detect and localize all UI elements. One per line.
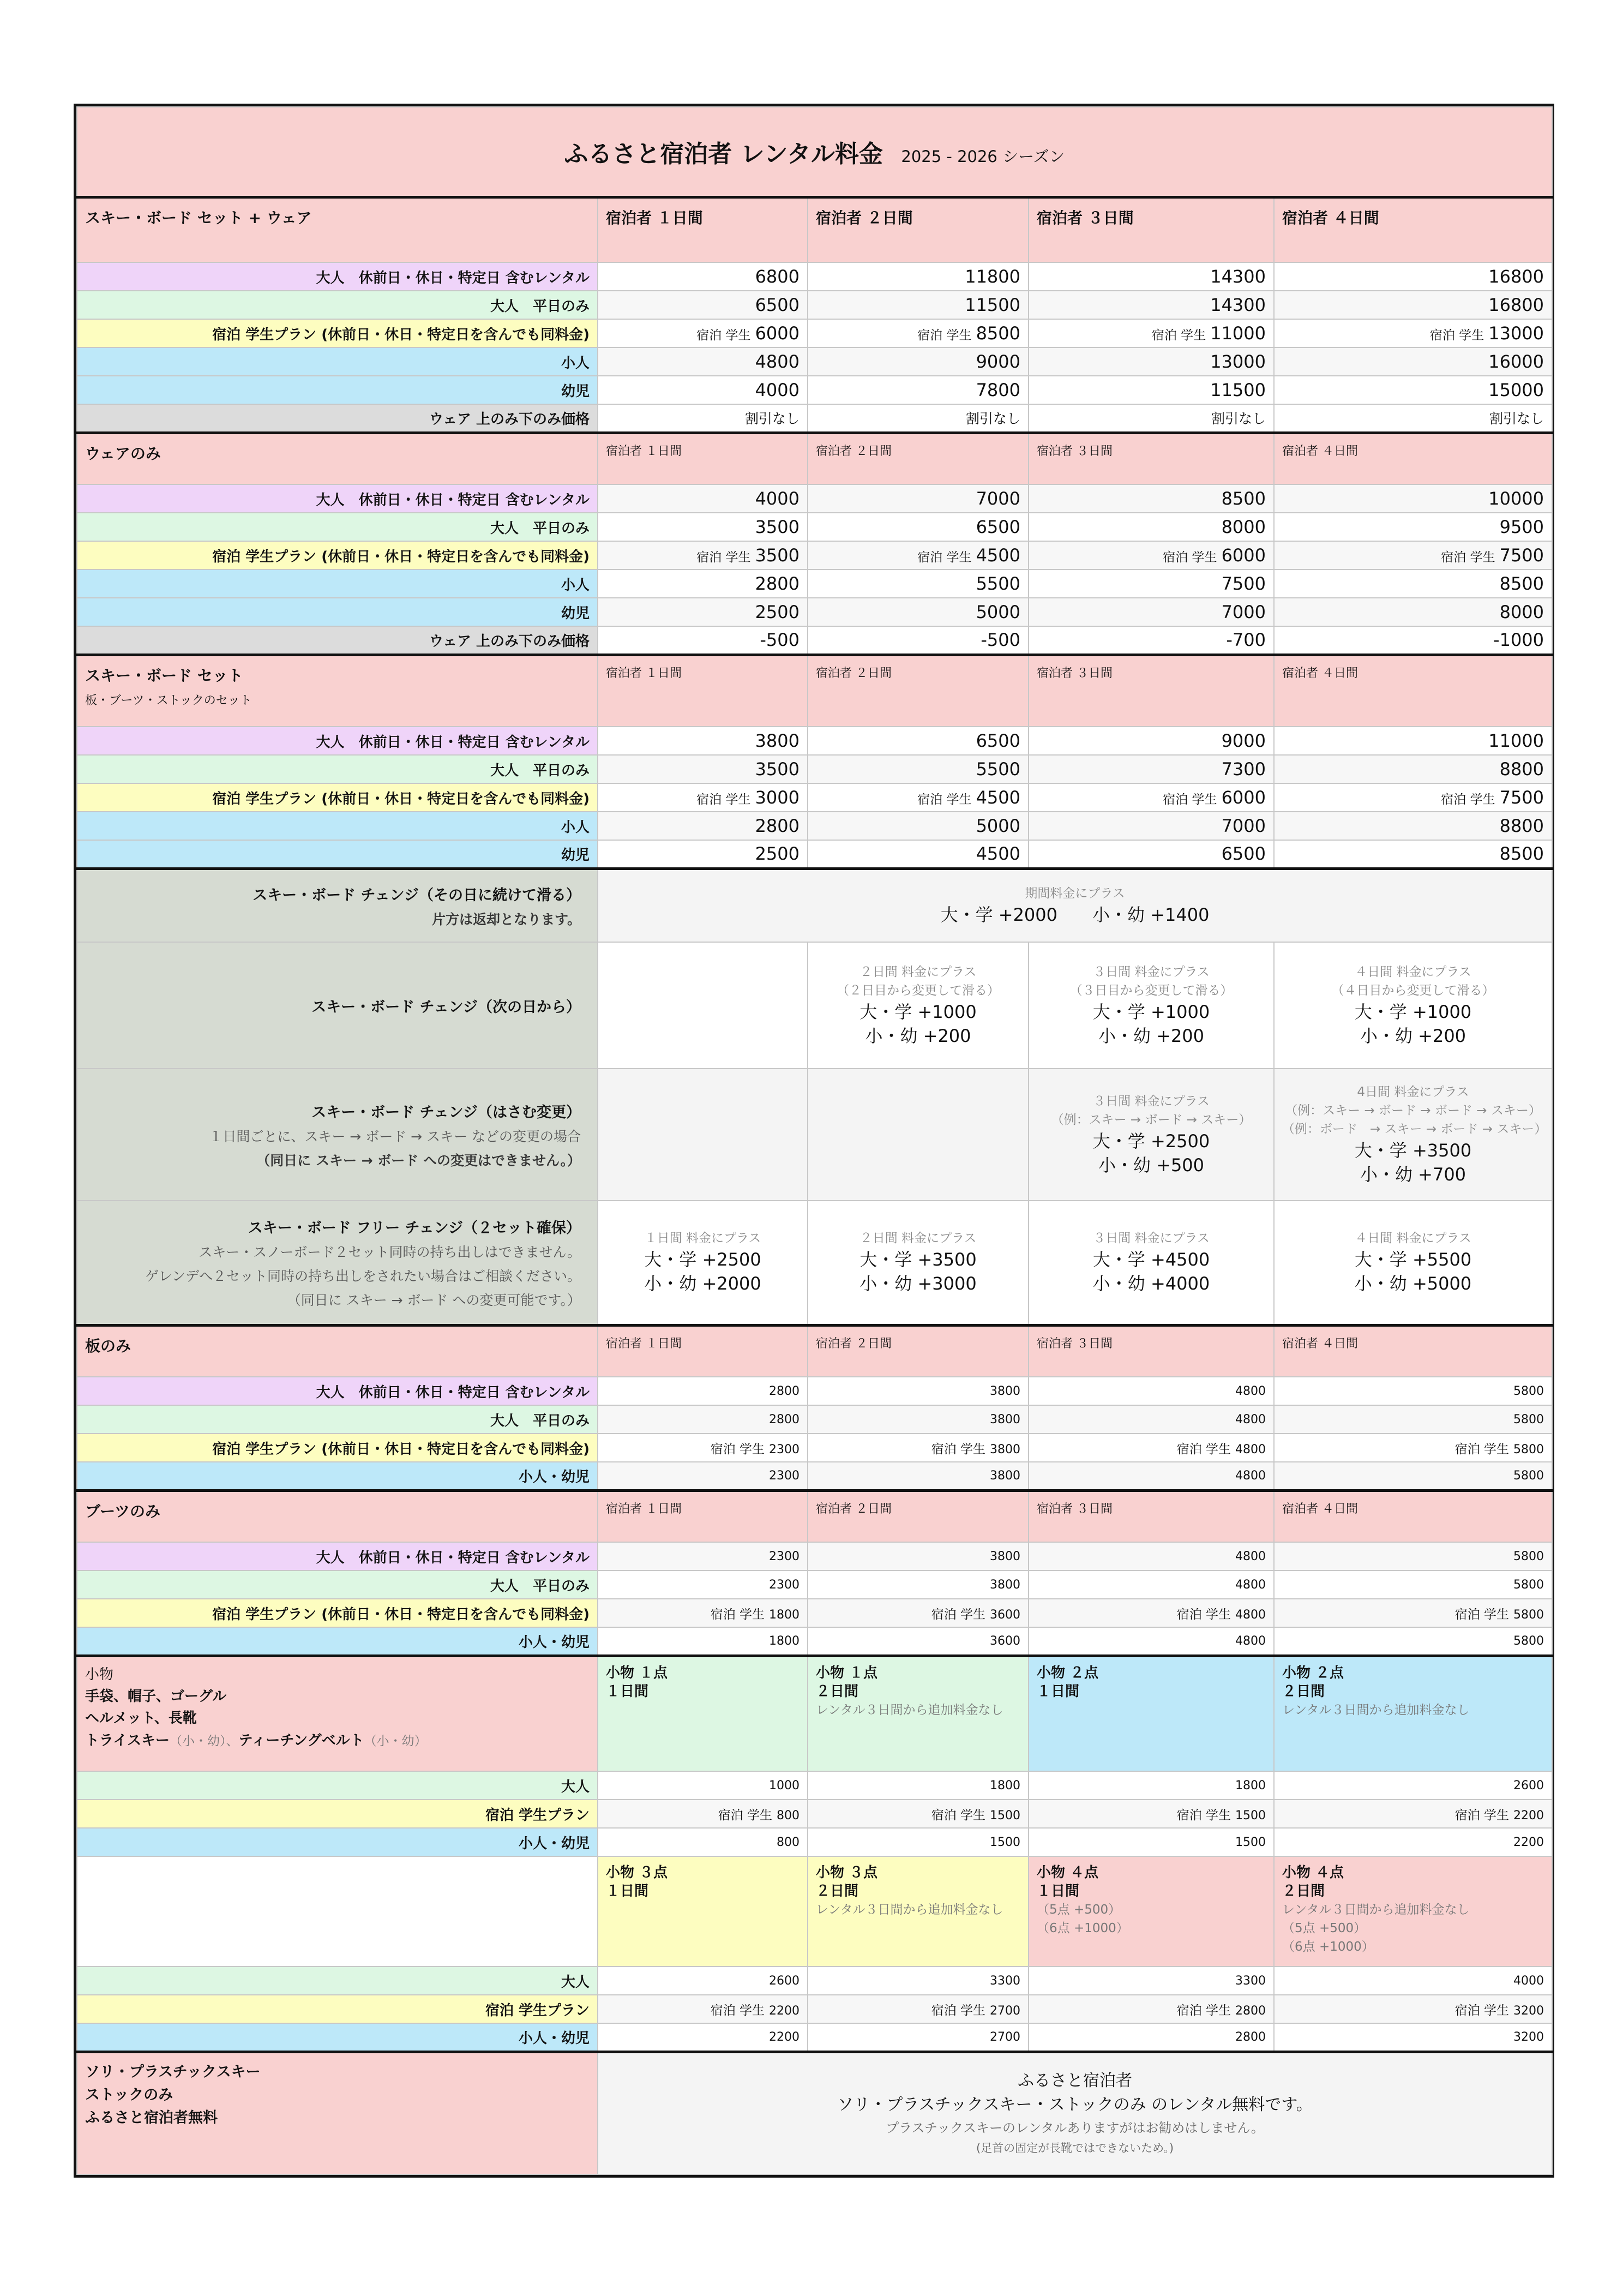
table-row	[77, 1967, 1552, 1995]
price-cell: 14300	[1029, 262, 1274, 291]
price-cell: 16800	[1274, 262, 1552, 291]
price-cell: 1800	[1029, 1771, 1274, 1800]
price-cell: 9000	[808, 347, 1029, 376]
table-row	[77, 1828, 1552, 1856]
change-price-cell: 期間料金にプラス 大・学 +2000 小・幼 +1400	[598, 868, 1552, 942]
price-cell: 宿泊 学生 1500	[1029, 1800, 1274, 1828]
table-row	[77, 1800, 1552, 1828]
price-cell: 11500	[1029, 376, 1274, 404]
row-label: 幼児	[77, 376, 598, 404]
price-cell: 3600	[808, 1627, 1029, 1656]
price-cell: 5800	[1274, 1570, 1552, 1599]
price-cell: 6500	[808, 513, 1029, 541]
price-cell: 2800	[598, 1405, 808, 1434]
small-items-header-cell: 小物 ２点 １日間	[1029, 1656, 1274, 1771]
table-row	[77, 1434, 1552, 1462]
row-label: 大人 平日のみ	[77, 513, 598, 541]
table-row	[77, 1771, 1552, 1800]
price-cell: 宿泊 学生 3500	[598, 541, 808, 569]
row-label: 小人	[77, 569, 598, 598]
change-same-day-row	[77, 868, 1552, 942]
table-row	[77, 376, 1552, 404]
price-cell: 宿泊 学生 3600	[808, 1599, 1029, 1627]
price-cell: 8800	[1274, 755, 1552, 783]
price-cell: 14300	[1029, 291, 1274, 319]
price-cell: 宿泊 学生 5800	[1274, 1599, 1552, 1627]
table-row	[77, 569, 1552, 598]
change-price-cell: ３日間 料金にプラス （例：スキー → ボード → スキー） 大・学 +2500 小・幼 +500	[1029, 1069, 1274, 1201]
section-label: スキー・ボード セット + ウェア	[77, 197, 598, 262]
price-cell: 宿泊 学生 1800	[598, 1599, 808, 1627]
table-row	[77, 1462, 1552, 1490]
day-header: 宿泊者 ３日間	[1029, 1325, 1274, 1377]
price-cell: 1800	[808, 1771, 1029, 1800]
price-cell: 2600	[598, 1967, 808, 1995]
price-cell: 4800	[1029, 1542, 1274, 1570]
price-cell: 11800	[808, 262, 1029, 291]
price-cell: 2300	[598, 1462, 808, 1490]
price-cell: 8500	[1274, 569, 1552, 598]
price-cell: 6500	[1029, 840, 1274, 868]
row-label: ウェア 上のみ下のみ価格	[77, 404, 598, 433]
price-cell: 6500	[598, 291, 808, 319]
price-cell: 5500	[808, 569, 1029, 598]
price-cell: 宿泊 学生 800	[598, 1800, 808, 1828]
price-cell: 13000	[1029, 347, 1274, 376]
day-header: 宿泊者 ２日間	[808, 655, 1029, 727]
price-cell: 3800	[598, 727, 808, 755]
price-cell: 4500	[808, 840, 1029, 868]
row-label: 大人 平日のみ	[77, 291, 598, 319]
free-rental-row	[77, 2052, 1552, 2174]
table-row	[77, 1542, 1552, 1570]
section-header-wear-only	[77, 433, 1552, 484]
title-main: ふるさと宿泊者 レンタル料金	[564, 140, 883, 168]
table-row	[77, 1627, 1552, 1656]
table-row	[77, 783, 1552, 812]
price-cell: 3300	[1029, 1967, 1274, 1995]
price-cell: 4000	[1274, 1967, 1552, 1995]
day-header: 宿泊者 １日間	[598, 1325, 808, 1377]
price-cell: 宿泊 学生 3200	[1274, 1995, 1552, 2023]
price-cell: 4000	[598, 376, 808, 404]
price-cell: 2500	[598, 598, 808, 626]
change-price-cell: ３日間 料金にプラス 大・学 +4500 小・幼 +4000	[1029, 1201, 1274, 1325]
price-cell: 宿泊 学生 3000	[598, 783, 808, 812]
price-cell: 2200	[1274, 1828, 1552, 1856]
row-label: 小人・幼児	[77, 1462, 598, 1490]
price-cell: 5800	[1274, 1542, 1552, 1570]
small-items-label: 小物 手袋、帽子、ゴーグル ヘルメット、長靴 トライスキー（小・幼）、ティーチングベルト（小・幼）	[77, 1656, 598, 1771]
section-label: スキー・ボード セット 板・ブーツ・ストックのセット	[77, 655, 598, 727]
price-cell: 宿泊 学生 2700	[808, 1995, 1029, 2023]
price-cell: 2800	[598, 569, 808, 598]
table-row	[77, 812, 1552, 840]
price-table	[76, 106, 1553, 2175]
row-label: 大人 平日のみ	[77, 1570, 598, 1599]
price-cell: 3800	[808, 1542, 1029, 1570]
price-cell: 宿泊 学生 6000	[598, 319, 808, 347]
price-cell: 2300	[598, 1542, 808, 1570]
price-cell: 4800	[1029, 1405, 1274, 1434]
price-cell: 8000	[1029, 513, 1274, 541]
change-price-cell: ２日間 料金にプラス 大・学 +3500 小・幼 +3000	[808, 1201, 1029, 1325]
row-label: 大人 休前日・休日・特定日 含むレンタル	[77, 1377, 598, 1405]
small-items-label-empty	[77, 1856, 598, 1967]
price-cell: 2800	[1029, 2023, 1274, 2052]
row-label: 宿泊 学生プラン (休前日・休日・特定日を含んでも同料金)	[77, 541, 598, 569]
price-cell: -1000	[1274, 626, 1552, 655]
row-label: 大人	[77, 1967, 598, 1995]
sheet-title	[77, 107, 1552, 197]
price-cell: 11500	[808, 291, 1029, 319]
small-items-header-2	[77, 1856, 1552, 1967]
row-label: 宿泊 学生プラン (休前日・休日・特定日を含んでも同料金)	[77, 783, 598, 812]
price-cell: 2200	[598, 2023, 808, 2052]
table-row	[77, 262, 1552, 291]
price-cell: 2700	[808, 2023, 1029, 2052]
price-cell: 2500	[598, 840, 808, 868]
price-cell: 8800	[1274, 812, 1552, 840]
price-cell: -700	[1029, 626, 1274, 655]
table-row	[77, 598, 1552, 626]
section-header-set	[77, 655, 1552, 727]
price-cell: 3800	[808, 1377, 1029, 1405]
price-cell: 1500	[808, 1828, 1029, 1856]
change-free-row	[77, 1201, 1552, 1325]
price-cell: 宿泊 学生 4500	[808, 783, 1029, 812]
price-cell: 7800	[808, 376, 1029, 404]
price-cell: 7000	[808, 484, 1029, 513]
change-next-day-row	[77, 942, 1552, 1069]
price-cell: 宿泊 学生 7500	[1274, 783, 1552, 812]
price-cell: 9000	[1029, 727, 1274, 755]
price-cell: 宿泊 学生 2200	[1274, 1800, 1552, 1828]
row-label: 大人 平日のみ	[77, 1405, 598, 1434]
section-header-set-wear	[77, 197, 1552, 262]
row-label: 大人 平日のみ	[77, 755, 598, 783]
price-cell: 3500	[598, 755, 808, 783]
change-label: スキー・ボード フリー チェンジ（２セット確保） スキー・スノーボード２セット同時の持ち出しはできません。 ゲレンデへ２セット同時の持ち出しをされたい場合はご相談ください。 （同日に スキー → ボード への変更可能です。）	[77, 1201, 598, 1325]
price-cell: 宿泊 学生 11000	[1029, 319, 1274, 347]
price-cell: 3800	[808, 1570, 1029, 1599]
table-row	[77, 626, 1552, 655]
day-header: 宿泊者 ２日間	[808, 1490, 1029, 1542]
price-cell: 割引なし	[1029, 404, 1274, 433]
row-label: ウェア 上のみ下のみ価格	[77, 626, 598, 655]
price-cell: 6500	[808, 727, 1029, 755]
row-label: 宿泊 学生プラン (休前日・休日・特定日を含んでも同料金)	[77, 319, 598, 347]
price-cell: 7000	[1029, 598, 1274, 626]
day-header: 宿泊者 ４日間	[1274, 197, 1552, 262]
small-items-header-cell: 小物 ２点 ２日間 レンタル３日間から追加料金なし	[1274, 1656, 1552, 1771]
price-cell: 4800	[598, 347, 808, 376]
change-label: スキー・ボード チェンジ（はさむ変更） １日間ごとに、スキー → ボード → スキー などの変更の場合 （同日に スキー → ボード への変更はできません。）	[77, 1069, 598, 1201]
price-cell: 2300	[598, 1570, 808, 1599]
change-price-cell-empty	[598, 942, 808, 1069]
price-cell: 15000	[1274, 376, 1552, 404]
row-label: 小人	[77, 347, 598, 376]
table-row	[77, 404, 1552, 433]
price-cell: 宿泊 学生 4800	[1029, 1434, 1274, 1462]
price-cell: 1800	[598, 1627, 808, 1656]
price-cell: 2800	[598, 812, 808, 840]
day-header: 宿泊者 ３日間	[1029, 1490, 1274, 1542]
day-header: 宿泊者 ３日間	[1029, 655, 1274, 727]
price-cell: 5500	[808, 755, 1029, 783]
table-row	[77, 1405, 1552, 1434]
small-items-header-cell: 小物 １点 ２日間 レンタル３日間から追加料金なし	[808, 1656, 1029, 1771]
row-label: 小人・幼児	[77, 1627, 598, 1656]
price-cell: 3800	[808, 1462, 1029, 1490]
day-header: 宿泊者 ２日間	[808, 433, 1029, 484]
change-label: スキー・ボード チェンジ（次の日から）	[77, 942, 598, 1069]
price-cell: 4800	[1029, 1570, 1274, 1599]
change-price-cell: ４日間 料金にプラス （４日目から変更して滑る） 大・学 +1000 小・幼 +200	[1274, 942, 1552, 1069]
row-label: 宿泊 学生プラン (休前日・休日・特定日を含んでも同料金)	[77, 1599, 598, 1627]
small-items-header-cell: 小物 ４点 ２日間 レンタル３日間から追加料金なし （5点 +500） （6点 +1000）	[1274, 1856, 1552, 1967]
price-cell: 宿泊 学生 3800	[808, 1434, 1029, 1462]
row-label: 大人 休前日・休日・特定日 含むレンタル	[77, 262, 598, 291]
price-cell: 割引なし	[808, 404, 1029, 433]
row-label: 大人 休前日・休日・特定日 含むレンタル	[77, 1542, 598, 1570]
change-price-cell-empty	[598, 1069, 808, 1201]
day-header: 宿泊者 ４日間	[1274, 433, 1552, 484]
price-cell: 4800	[1029, 1627, 1274, 1656]
price-cell: 8500	[1029, 484, 1274, 513]
small-items-header-1	[77, 1656, 1552, 1771]
section-label: 板のみ	[77, 1325, 598, 1377]
price-cell: 5800	[1274, 1377, 1552, 1405]
row-label: 大人 休前日・休日・特定日 含むレンタル	[77, 484, 598, 513]
table-row	[77, 291, 1552, 319]
row-label: 小人	[77, 812, 598, 840]
table-row	[77, 727, 1552, 755]
row-label: 宿泊 学生プラン	[77, 1995, 598, 2023]
row-label: 小人・幼児	[77, 1828, 598, 1856]
day-header: 宿泊者 １日間	[598, 1490, 808, 1542]
change-price-cell: ４日間 料金にプラス 大・学 +5500 小・幼 +5000	[1274, 1201, 1552, 1325]
day-header: 宿泊者 １日間	[598, 433, 808, 484]
row-label: 宿泊 学生プラン	[77, 1800, 598, 1828]
price-cell: 割引なし	[1274, 404, 1552, 433]
table-row	[77, 2023, 1552, 2052]
day-header: 宿泊者 ４日間	[1274, 655, 1552, 727]
price-cell: 4800	[1029, 1377, 1274, 1405]
table-row	[77, 1599, 1552, 1627]
price-cell: 1500	[1029, 1828, 1274, 1856]
price-cell: 3500	[598, 513, 808, 541]
table-row	[77, 1570, 1552, 1599]
section-label: ブーツのみ	[77, 1490, 598, 1542]
price-cell: -500	[808, 626, 1029, 655]
price-cell: 2600	[1274, 1771, 1552, 1800]
price-cell: 8500	[1274, 840, 1552, 868]
price-cell: -500	[598, 626, 808, 655]
price-cell: 宿泊 学生 5800	[1274, 1434, 1552, 1462]
row-label: 幼児	[77, 598, 598, 626]
price-cell: 800	[598, 1828, 808, 1856]
change-alternate-row	[77, 1069, 1552, 1201]
price-cell: 宿泊 学生 6000	[1029, 541, 1274, 569]
price-cell: 3300	[808, 1967, 1029, 1995]
day-header: 宿泊者 ３日間	[1029, 433, 1274, 484]
price-cell: 5000	[808, 598, 1029, 626]
free-rental-message: ふるさと宿泊者 ソリ・プラスチックスキー・ストックのみ のレンタル無料です。 プラスチックスキーのレンタルありますがはお勧めはしません。 (足首の固定が長靴ではできないため。)	[598, 2052, 1552, 2174]
day-header: 宿泊者 ２日間	[808, 197, 1029, 262]
price-cell: 宿泊 学生 2800	[1029, 1995, 1274, 2023]
price-cell: 宿泊 学生 13000	[1274, 319, 1552, 347]
price-cell: 4800	[1029, 1462, 1274, 1490]
price-cell: 5800	[1274, 1627, 1552, 1656]
change-price-cell: １日間 料金にプラス 大・学 +2500 小・幼 +2000	[598, 1201, 808, 1325]
price-cell: 9500	[1274, 513, 1552, 541]
day-header: 宿泊者 ３日間	[1029, 197, 1274, 262]
price-cell: 3800	[808, 1405, 1029, 1434]
price-cell: 8000	[1274, 598, 1552, 626]
day-header: 宿泊者 １日間	[598, 655, 808, 727]
table-row	[77, 513, 1552, 541]
row-label: 宿泊 学生プラン (休前日・休日・特定日を含んでも同料金)	[77, 1434, 598, 1462]
price-cell: 宿泊 学生 1500	[808, 1800, 1029, 1828]
row-label: 小人・幼児	[77, 2023, 598, 2052]
price-cell: 16000	[1274, 347, 1552, 376]
table-row	[77, 484, 1552, 513]
day-header: 宿泊者 ４日間	[1274, 1325, 1552, 1377]
row-label: 大人 休前日・休日・特定日 含むレンタル	[77, 727, 598, 755]
price-cell: 2800	[598, 1377, 808, 1405]
day-header: 宿泊者 ２日間	[808, 1325, 1029, 1377]
price-cell: 宿泊 学生 7500	[1274, 541, 1552, 569]
price-cell: 10000	[1274, 484, 1552, 513]
small-items-header-cell: 小物 １点 １日間	[598, 1656, 808, 1771]
table-row	[77, 755, 1552, 783]
price-cell: 5800	[1274, 1405, 1552, 1434]
price-cell: 宿泊 学生 2200	[598, 1995, 808, 2023]
small-items-header-cell: 小物 ４点 １日間 （5点 +500） （6点 +1000）	[1029, 1856, 1274, 1967]
section-header-boots-only	[77, 1490, 1552, 1542]
price-cell: 宿泊 学生 4500	[808, 541, 1029, 569]
table-row	[77, 1995, 1552, 2023]
price-cell: 5000	[808, 812, 1029, 840]
table-row	[77, 347, 1552, 376]
price-cell: 4000	[598, 484, 808, 513]
rental-price-sheet	[74, 104, 1554, 2178]
section-label: ウェアのみ	[77, 433, 598, 484]
price-cell: 7500	[1029, 569, 1274, 598]
change-price-cell: ２日間 料金にプラス （２日目から変更して滑る） 大・学 +1000 小・幼 +200	[808, 942, 1029, 1069]
price-cell: 16800	[1274, 291, 1552, 319]
free-rental-label: ソリ・プラスチックスキー ストックのみ ふるさと宿泊者無料	[77, 2052, 598, 2174]
change-price-cell: 4日間 料金にプラス （例：スキー → ボード → ボード → スキー） （例：ボード → スキー → ボード → スキー） 大・学 +3500 小・幼 +700	[1274, 1069, 1552, 1201]
table-row	[77, 1377, 1552, 1405]
price-cell: 11000	[1274, 727, 1552, 755]
table-row	[77, 319, 1552, 347]
price-cell: 6800	[598, 262, 808, 291]
price-cell: 宿泊 学生 6000	[1029, 783, 1274, 812]
small-items-header-cell: 小物 ３点 ２日間 レンタル３日間から追加料金なし	[808, 1856, 1029, 1967]
row-label: 大人	[77, 1771, 598, 1800]
small-items-header-cell: 小物 ３点 １日間	[598, 1856, 808, 1967]
change-price-cell-empty	[808, 1069, 1029, 1201]
price-cell: 宿泊 学生 2300	[598, 1434, 808, 1462]
price-cell: 7000	[1029, 812, 1274, 840]
row-label: 幼児	[77, 840, 598, 868]
price-cell: 割引なし	[598, 404, 808, 433]
price-cell: 7300	[1029, 755, 1274, 783]
change-label: スキー・ボード チェンジ（その日に続けて滑る） 片方は返却となります。	[77, 868, 598, 942]
price-cell: 5800	[1274, 1462, 1552, 1490]
price-cell: 宿泊 学生 8500	[808, 319, 1029, 347]
price-cell: 1000	[598, 1771, 808, 1800]
title-season: 2025 - 2026 シーズン	[901, 147, 1065, 166]
day-header: 宿泊者 ４日間	[1274, 1490, 1552, 1542]
day-header: 宿泊者 １日間	[598, 197, 808, 262]
table-row	[77, 840, 1552, 868]
price-cell: 3200	[1274, 2023, 1552, 2052]
change-price-cell: ３日間 料金にプラス （３日目から変更して滑る） 大・学 +1000 小・幼 +200	[1029, 942, 1274, 1069]
price-cell: 宿泊 学生 4800	[1029, 1599, 1274, 1627]
table-row	[77, 541, 1552, 569]
section-header-board-only	[77, 1325, 1552, 1377]
